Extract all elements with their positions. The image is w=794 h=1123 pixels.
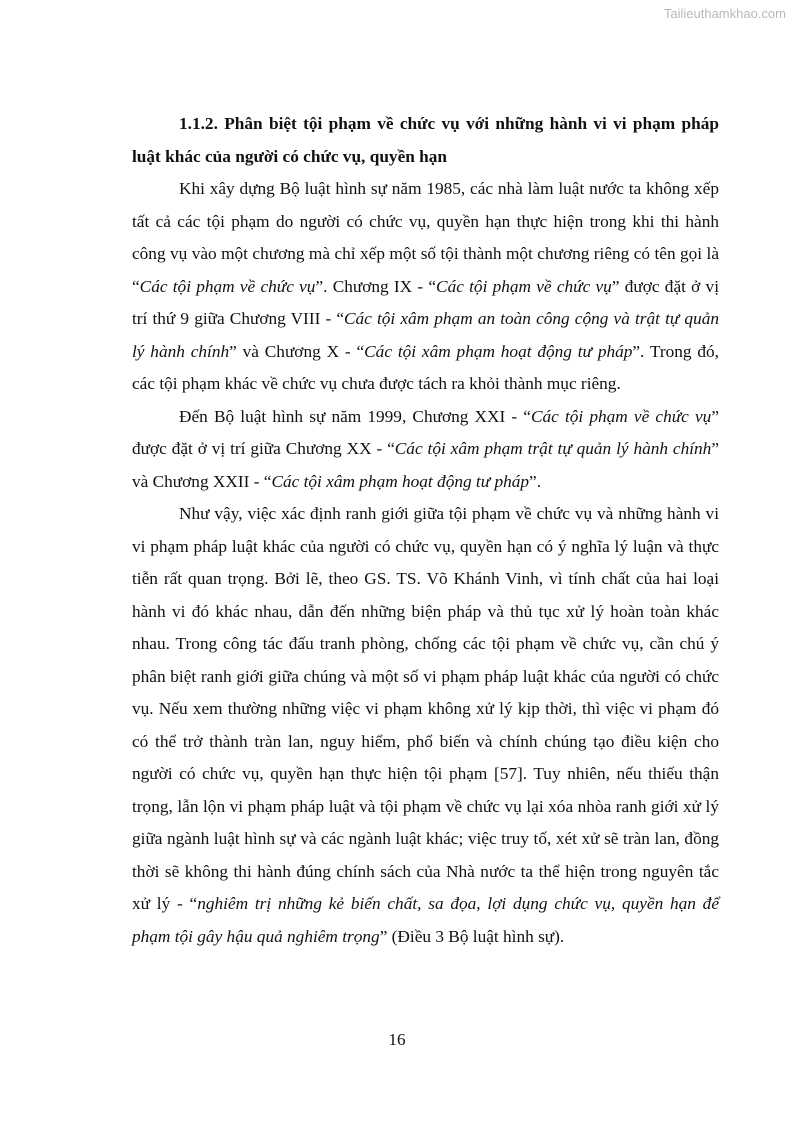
paragraph-2 <box>132 401 719 499</box>
italic-quote: Các tội xâm phạm hoạt động tư pháp <box>271 471 530 491</box>
section-heading: 1.1.2. Phân biệt tội phạm về chức vụ với những hành vi vi phạm pháp luật khác của người có chức vụ, quyền hạn <box>132 114 719 166</box>
italic-quote: Các tội phạm về chức vụ <box>436 276 612 296</box>
paragraph-text: ”. Trong đó, các tội phạm khác về chức vụ chưa được tách ra khỏi thành mục riêng. <box>132 341 719 393</box>
page-number: 16 <box>388 1030 406 1049</box>
paragraph-text: Như vậy, việc xác định ranh giới giữa tội phạm về chức vụ và những hành vi vi phạm pháp luật khác của người có chức vụ, quyền hạn có ý nghĩa lý luận và thực tiễn rất quan trọng. Bởi lẽ, theo GS. TS. Võ Khánh Vinh, vì tính chất của hai loại hành vi đó khác nhau, dẫn đến những biện pháp và thủ tục xử lý hoàn toàn khác nhau. Trong công tác đấu tranh phòng, chống các tội phạm về chức vụ, cần chú ý phân biệt ranh giới giữa chúng và một số vi phạm pháp luật khác của người có chức vụ. Nếu xem thường những việc vi phạm không xử lý kịp thời, thì việc vi phạm đó có thể trở thành tràn lan, nguy hiểm, phổ biến và chính chúng tạo điều kiện cho người có chức vụ, quyền hạn thực hiện tội phạm [57]. Tuy nhiên, nếu thiếu thận trọng, lẫn lộn vi phạm pháp luật và tội phạm về chức vụ lại xóa nhòa ranh giới xử lý giữa ngành luật hình sự và các ngành luật khác; việc truy tố, xét xử sẽ tràn lan, đồng thời sẽ không thi hành đúng chính sách của Nhà nước ta thể hiện trong nguyên tắc xử lý - “ <box>132 504 719 913</box>
watermark: Tailieuthamkhao.com <box>663 6 786 21</box>
paragraph-3 <box>132 498 719 953</box>
italic-quote: Các tội phạm về chức vụ <box>530 406 712 426</box>
italic-quote: Các tội xâm phạm trật tự quản lý hành chính <box>394 439 712 458</box>
paragraph-text: ”. <box>529 471 542 491</box>
italic-quote: Các tội phạm về chức vụ <box>139 276 316 296</box>
paragraph-text: Đến Bộ luật hình sự năm 1999, Chương XXI - “ <box>179 406 531 426</box>
italic-quote: Các tội xâm phạm hoạt động tư pháp <box>364 341 633 361</box>
italic-quote: nghiêm trị những kẻ biến chất, sa đọa, lợi dụng chức vụ, quyền hạn để phạm tội gây hậu quả nghiêm trọng <box>132 894 719 946</box>
page-body <box>132 108 719 953</box>
paragraph-1 <box>132 173 719 401</box>
paragraph-text: ”. Chương IX - “ <box>315 276 437 296</box>
paragraph-text: ” (Điều 3 Bộ luật hình sự). <box>379 926 565 946</box>
paragraph-text: ” và Chương XXII - “ <box>132 439 719 491</box>
italic-quote: Các tội xâm phạm an toàn công cộng và trật tự quản lý hành chính <box>132 309 719 361</box>
paragraph-text: Khi xây dựng Bộ luật hình sự năm 1985, các nhà làm luật nước ta không xếp tất cả các tội phạm do người có chức vụ, quyền hạn thực hiện trong khi thi hành công vụ vào một chương mà chỉ xếp một số tội thành một chương riêng có tên gọi là “ <box>132 179 719 296</box>
paragraph-text: ” được đặt ở vị trí thứ 9 giữa Chương VIII - “ <box>132 276 719 328</box>
paragraph-text: ” được đặt ở vị trí giữa Chương XX - “ <box>132 406 719 458</box>
paragraph-text: ” và Chương X - “ <box>229 341 365 361</box>
